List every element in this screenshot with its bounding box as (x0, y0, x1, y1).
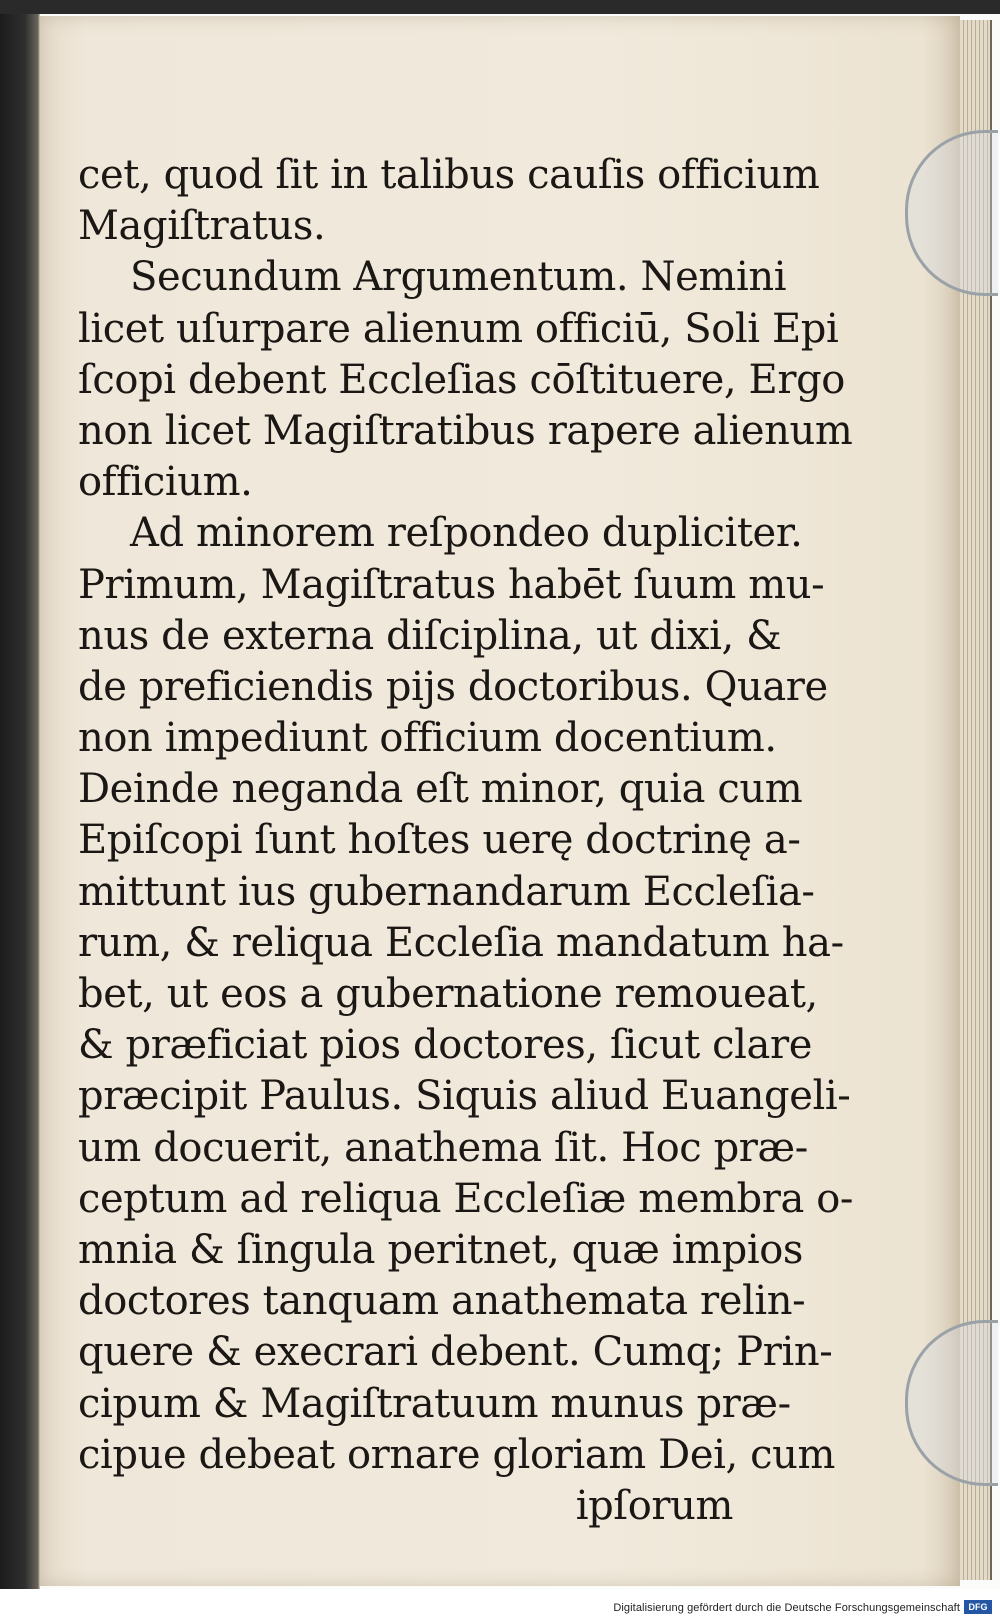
digitization-credit: Digitalisierung gefördert durch die Deutsche Forschungsgemeinschaft (613, 1602, 960, 1614)
text-line: cipue debeat ornare gloriam Dei, cum (78, 1431, 836, 1478)
book-spine-edge (0, 14, 40, 1589)
text-line: licet uſurpare alienum officiū, Soli Epi (78, 305, 839, 352)
text-line: cipum & Magiſtratuum munus præ- (78, 1380, 791, 1427)
text-line: mnia & ſingula peritnet, quæ impios (78, 1226, 804, 1273)
text-line: quere & execrari debent. Cumq; Prin- (78, 1329, 833, 1376)
text-line: non impediunt officium docentium. (78, 715, 777, 762)
text-line: præcipit Paulus. Siquis aliud Euangeli- (78, 1073, 851, 1120)
text-line: de preficiendis pijs doctoribus. Quare (78, 663, 828, 710)
text-line: Primum, Magiſtratus habēt ſuum mu- (78, 561, 825, 608)
text-line: mittunt ius gubernandarum Eccleſia- (78, 868, 815, 915)
text-line: non licet Magiſtratibus rapere alienum (78, 407, 853, 454)
text-line: Deinde neganda eſt minor, quia cum (78, 766, 803, 813)
text-line: officium. (78, 459, 253, 506)
text-line: ſcopi debent Eccleſias cōſtituere, Ergo (78, 356, 845, 403)
text-line: Ad minorem reſpondeo dupliciter. (130, 510, 803, 557)
text-line: Epiſcopi ſunt hoſtes uerę doctrinę a- (78, 817, 801, 864)
catchword: ipſorum (575, 1482, 733, 1529)
text-line: bet, ut eos a gubernatione remoueat, (78, 971, 818, 1017)
text-line: nus de externa diſciplina, ut dixi, & (78, 612, 782, 659)
text-line: ceptum ad reliqua Eccleſiæ membra o- (78, 1175, 854, 1222)
dfg-logo: DFG (964, 1600, 992, 1614)
text-line: cet, quod ſit in talibus cauſis officium (78, 152, 820, 198)
text-line: & præficiat pios doctores, ſicut clare (78, 1022, 812, 1069)
text-line: Secundum Argumentum. Nemini (130, 254, 787, 301)
text-line: rum, & reliqua Eccleſia mandatum ha- (78, 919, 844, 966)
text-line: um docuerit, anathema ſit. Hoc præ- (78, 1124, 808, 1171)
scan-top-border (0, 0, 1000, 14)
text-line: Magiſtratus. (78, 203, 326, 250)
page-text (78, 150, 854, 1532)
text-line: doctores tanquam anathemata relin- (78, 1278, 806, 1325)
